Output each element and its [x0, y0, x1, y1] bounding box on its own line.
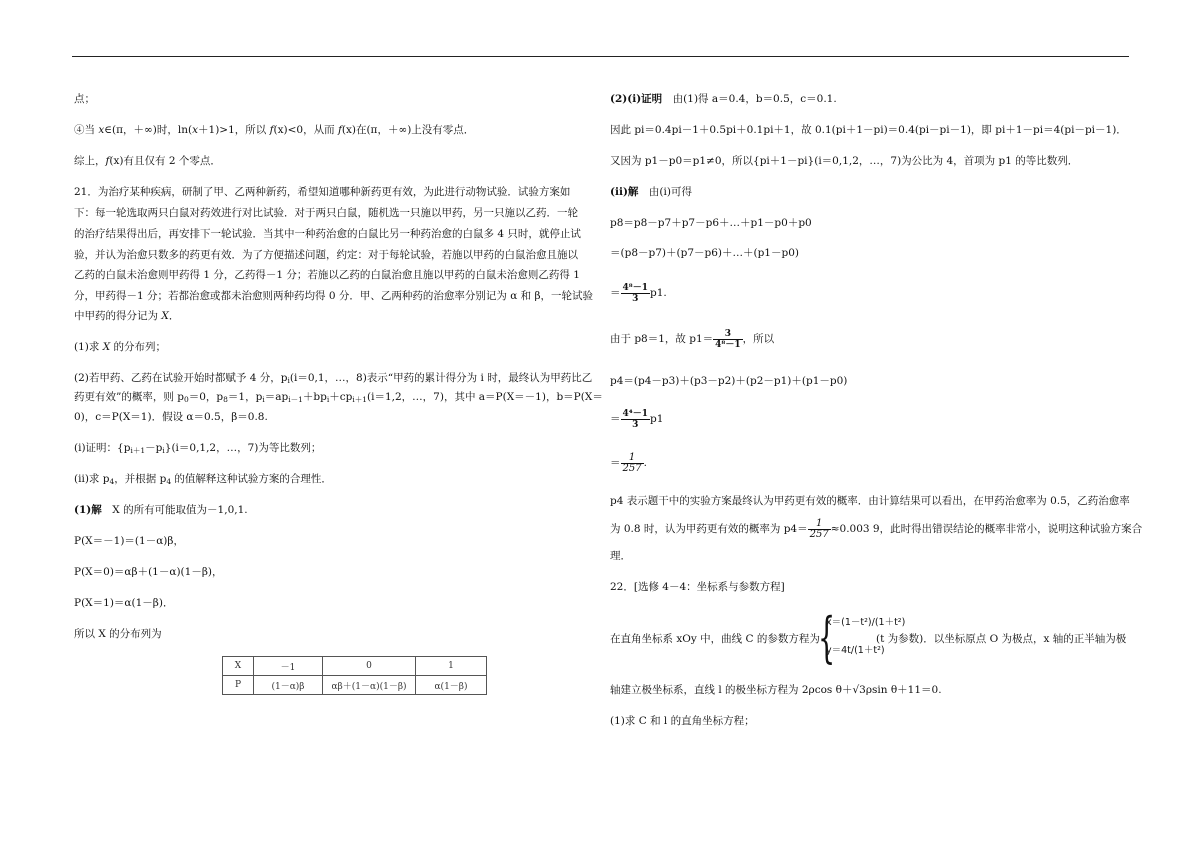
system-line-y: y＝4t/(1＋t²)	[826, 645, 885, 656]
part-2-prompt: (2)若甲药、乙药在试验开始时都赋予 4 分，$p_i(i=0,1$，…，8)表示“甲药的累计得分为 i 时，最终认为甲药比乙	[74, 372, 593, 385]
table-cell: 1	[416, 657, 487, 676]
question-21-line: 21．为治疗某种疾病，研制了甲、乙两种新药，希望知道哪种新药更有效，为此进行动物试验．试验方案如	[74, 186, 571, 198]
fraction: $\frac{1}{257}$	[622, 451, 642, 474]
question-22-line: (1)求 C 和 l 的直角坐标方程；	[610, 715, 755, 727]
table-cell: (1－α)β	[254, 676, 323, 695]
table-row	[223, 676, 487, 695]
text-line: 点；	[74, 93, 95, 105]
equation-line: ＝(p8－p7)＋(p7－p6)＋…＋(p1－p0)	[610, 247, 799, 259]
question-21-line: 下：每一轮选取两只白鼠对药效进行对比试验．对于两只白鼠，随机选一只施以甲药，另一只施以乙药．一轮	[74, 207, 578, 219]
text-line: 综上，f(x)有且仅有 2 个零点．	[74, 155, 221, 167]
question-22-line: 轴建立极坐标系，直线 l 的极坐标方程为 2ρcos θ＋√3ρsin θ＋11＝0.	[610, 684, 942, 696]
table-cell: α(1－β)	[416, 676, 487, 695]
probability-line: P(X＝1)＝α(1－β)．	[74, 597, 174, 609]
question-22-title: 22．[选修 4－4：坐标系与参数方程]	[610, 581, 785, 593]
system-line-x: x＝(1－t²)/(1＋t²)	[826, 617, 906, 628]
text-line: 所以 X 的分布列为	[74, 628, 162, 640]
question-21-line: 分，甲药得－1 分；若都治愈或都未治愈则两种药均得 0 分．甲、乙两种药的治愈率分别记为 α 和 β，一轮试验	[74, 290, 594, 302]
equation-line: p8＝p8－p7＋p7－p6＋…＋p1－p0＋p0	[610, 217, 812, 229]
question-22-line: 在直角坐标系 xOy 中，曲线 C 的参数方程为	[610, 633, 820, 645]
question-21-line: 验，并认为治愈只数多的药更有效．为了方便描述问题，约定：对于每轮试验，若施以甲药的白鼠治愈且施以	[74, 249, 578, 261]
question-22-line: (t 为参数)．以坐标原点 O 为极点，x 轴的正半轴为极	[876, 633, 1127, 645]
explanation-line: 理．	[610, 550, 631, 562]
explanation-line: 为 0.8 时，认为甲药更有效的概率为 p4＝ $\frac{1}{257}$ ≈0.003 9，此时得出错误结论的概率非常小，说明这种试验方案合	[610, 517, 1143, 540]
table-cell: 0	[323, 657, 416, 676]
part-1-prompt: (1)求 X 的分布列；	[74, 341, 167, 353]
part-2-prompt: 0)，c＝P(X＝1)．假设 α＝0.5，β＝0.8.	[74, 411, 268, 423]
explanation-line: p4 表示题干中的实验方案最终认为甲药更有效的概率．由计算结果可以看出，在甲药治愈率为 0.5，乙药治愈率	[610, 495, 1130, 507]
table-cell: P	[223, 676, 254, 695]
fraction: $\frac{3}{\text{4⁸－1}}$	[715, 328, 741, 350]
text-line: ④当 x∈(π，＋∞)时，ln(x＋1)>1，所以 f(x)<0，从而 f(x)在(π，＋∞)上没有零点．	[74, 124, 475, 136]
question-21-line: 的治疗结果得出后，再安排下一轮试验．当其中一种药治愈的白鼠比另一种药治愈的白鼠多 4 只时，就停止试	[74, 228, 581, 240]
probability-line: P(X＝0)＝αβ＋(1－α)(1－β)，	[74, 566, 223, 578]
parametric-system	[818, 606, 906, 669]
solution-1: (1)解 X 的所有可能取值为－1,0,1.	[74, 504, 248, 516]
proof-line: 因此 pi＝0.4pi－1＋0.5pi＋0.1pi＋1，故 0.1(pi＋1－pi)＝0.4(pi－pi－1)，即 pi＋1－pi＝4(pi－pi－1)．	[610, 124, 1127, 136]
solution-line: (ⅱ)解 由(ⅰ)可得	[610, 186, 692, 198]
equation-line: 由于 p8＝1，故 p1＝ $\frac{3}{\text{4⁸－1}}$ ，所以	[610, 328, 775, 350]
subpart-i-prompt: (ⅰ)证明：$\{p_{i+1}-p_i\}(i=0,1,2$，…，7)为等比数列；	[74, 442, 322, 455]
proof-line: 又因为 p1－p0＝p1≠0，所以{pi＋1－pi}(i＝0,1,2，…，7)为公比为 4，首项为 p1 的等比数列．	[610, 155, 1079, 167]
table-row	[223, 657, 487, 676]
table-cell: X	[223, 657, 254, 676]
fraction: $\frac{\text{4⁴－1}}{3}$	[622, 408, 648, 430]
subpart-ii-prompt: (ⅱ)求 $p_4$，并根据 $p_4$ 的值解释这种试验方案的合理性．	[74, 473, 332, 486]
equation-line: ＝ $\frac{\text{4⁸－1}}{3}$ p1.	[610, 282, 667, 304]
fraction: $\frac{\text{4⁸－1}}{3}$	[622, 282, 648, 304]
probability-line: P(X＝－1)＝(1－α)β，	[74, 535, 184, 547]
proof-line: (2)(ⅰ)证明 由(1)得 a＝0.4，b＝0.5，c＝0.1.	[610, 93, 837, 105]
brace-icon: {	[818, 606, 836, 669]
fraction: $\frac{1}{257}$	[809, 517, 829, 540]
equation-line: ＝ $\frac{1}{257}$ .	[610, 451, 647, 474]
question-21-line: 乙药的白鼠未治愈则甲药得 1 分，乙药得－1 分；若施以乙药的白鼠治愈且施以甲药的白鼠未治愈则乙药得 1	[74, 269, 580, 281]
equation-line: p4＝(p4－p3)＋(p3－p2)＋(p2－p1)＋(p1－p0)	[610, 375, 848, 387]
distribution-table	[222, 656, 487, 695]
header-rule	[72, 56, 1129, 57]
question-21-line: 中甲药的得分记为 X．	[74, 310, 180, 322]
part-2-prompt: 药更有效”的概率，则 $p_0=0$，$p_8=1$，$p_i=ap_{i-1}+bp_i+cp_{i+1}(i=1,2$，…，7)，其中 a＝P(X＝－1)，b＝P(X＝	[74, 391, 603, 404]
table-cell: αβ＋(1－α)(1－β)	[323, 676, 416, 695]
table-cell: －1	[254, 657, 323, 676]
equation-line: ＝ $\frac{\text{4⁴－1}}{3}$ p1	[610, 408, 664, 430]
